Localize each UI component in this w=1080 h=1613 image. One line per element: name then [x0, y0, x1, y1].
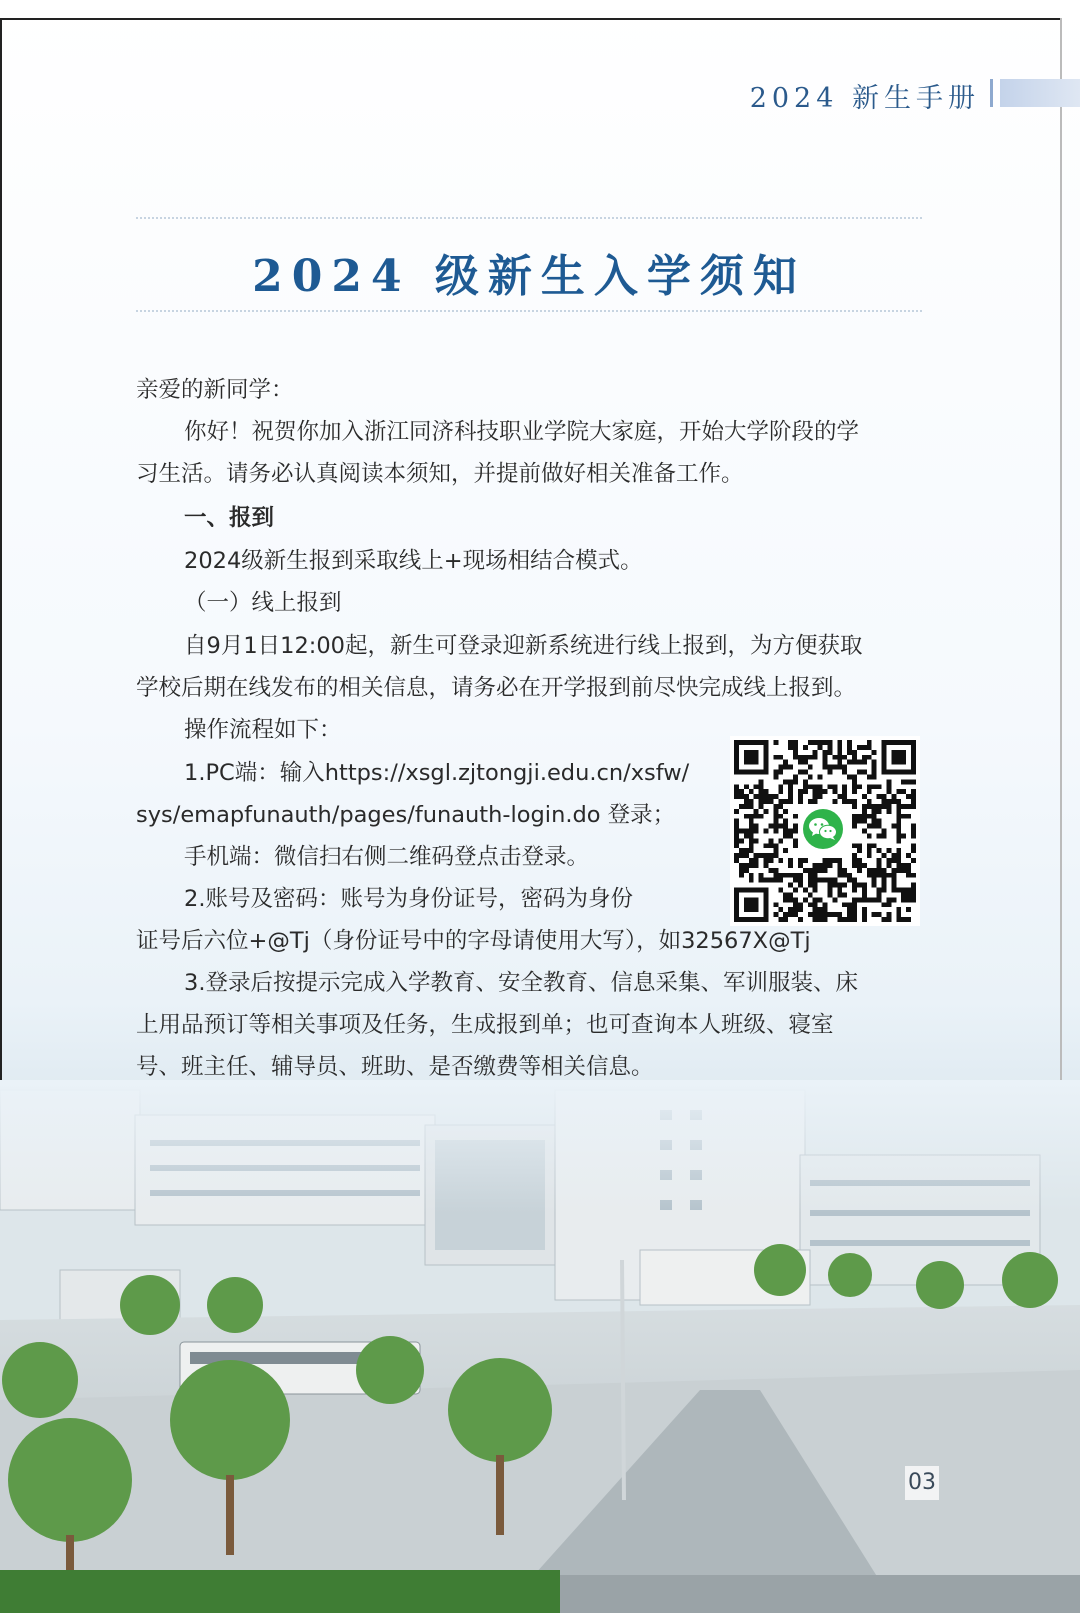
process-label: 操作流程如下： — [184, 717, 342, 743]
page-number: 03 — [905, 1466, 939, 1500]
step1-line-2: sys/emapfunauth/pages/funauth-login.do 登录； — [136, 802, 676, 828]
mobile-instruction: 手机端：微信扫右侧二维码登点击登录。 — [184, 844, 590, 870]
title-divider-bottom — [136, 310, 922, 312]
campus-photo — [0, 1080, 1080, 1613]
qr-center-logo — [800, 806, 846, 852]
step3-line-1: 3.登录后按提示完成入学教育、安全教育、信息采集、军训服装、床 — [184, 970, 858, 996]
header-accent-bar — [1000, 79, 1080, 107]
title-divider-top — [136, 217, 922, 219]
wechat-icon — [803, 809, 843, 849]
online-line-2: 学校后期在线发布的相关信息，请务必在开学报到前尽快完成线上报到。 — [136, 675, 857, 701]
section-heading-registration: 一、报到 — [184, 505, 275, 531]
page-frame-top — [0, 18, 1062, 20]
registration-mode: 2024级新生报到采取线上+现场相结合模式。 — [184, 548, 643, 574]
step1-line-1: 1.PC端：输入https://xsgl.zjtongji.edu.cn/xsfw/ — [184, 760, 690, 786]
subsection-online: （一）线上报到 — [184, 590, 342, 616]
online-line-1: 自9月1日12:00起，新生可登录迎新系统进行线上报到，为方便获取 — [184, 633, 863, 659]
step3-line-2: 上用品预订等相关事项及任务，生成报到单；也可查询本人班级、寝室 — [136, 1012, 834, 1038]
header-accent-line — [990, 79, 993, 107]
handbook-header-label: 2024 新生手册 — [749, 83, 980, 114]
page-title: 2024 级新生入学须知 — [252, 251, 806, 302]
intro-line-2: 习生活。请务必认真阅读本须知，并提前做好相关准备工作。 — [136, 461, 744, 487]
greeting: 亲爱的新同学： — [136, 377, 294, 403]
intro-line-1: 你好！祝贺你加入浙江同济科技职业学院大家庭，开始大学阶段的学 — [184, 419, 860, 445]
step2-line-1: 2.账号及密码：账号为身份证号，密码为身份 — [184, 886, 633, 912]
step2-line-2: 证号后六位+@Tj（身份证号中的字母请使用大写），如32567X@Tj — [136, 928, 811, 954]
step3-line-3: 号、班主任、辅导员、班助、是否缴费等相关信息。 — [136, 1054, 654, 1080]
